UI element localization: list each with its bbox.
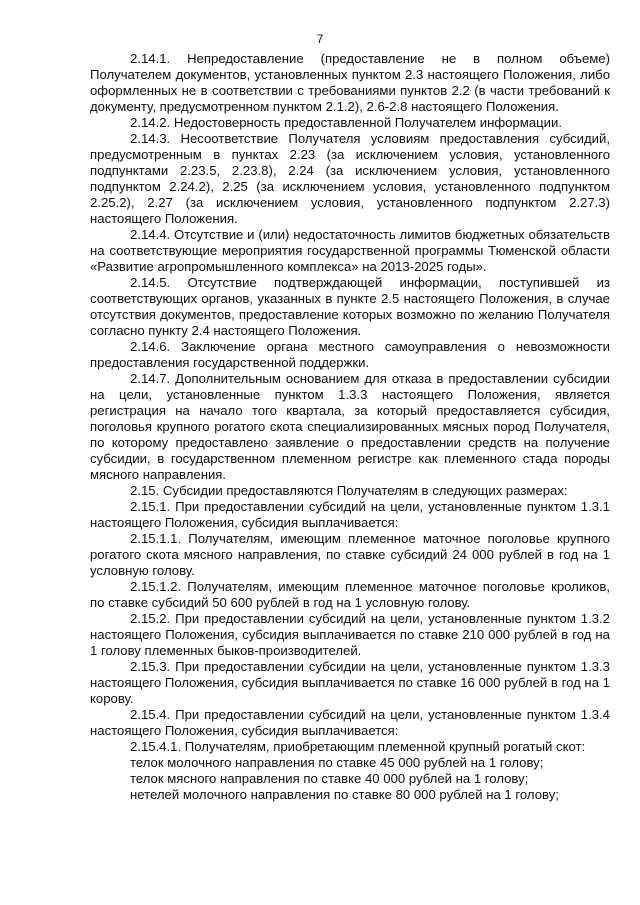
paragraph-2-14-1: 2.14.1. Непредоставление (предоставление не в полном объеме) Получателем документов, установленных пунктом 2.3 настоящего Положения, либо оформленных не в соответствии с требованиями пунктов 2.2 (в части требований к документу, предусмотренном пунктом 2.1.2), 2.6-2.8 настоящего Положения. <box>90 51 610 114</box>
document-body <box>90 51 610 803</box>
paragraph-2-14-3: 2.14.3. Несоответствие Получателя условиям предоставления субсидий, предусмотренным в пунктах 2.23 (за исключением условия, установленного подпунктами 2.23.5, 2.23.8), 2.24 (за исключением условия, установленного подпунктом 2.24.2), 2.25 (за исключением условия, установленного подпунктом 2.25.2), 2.27 (за исключением условия, установленного подпунктом 2.27.3) настоящего Положения. <box>90 131 610 226</box>
list-item-beef-heifers: телок мясного направления по ставке 40 000 рублей на 1 голову; <box>130 771 529 786</box>
list-item-dairy-heifers: телок молочного направления по ставке 45 000 рублей на 1 голову; <box>130 755 544 770</box>
paragraph-2-15-2: 2.15.2. При предоставлении субсидий на цели, установленные пунктом 1.3.2 настоящего Положения, субсидия выплачивается по ставке 210 000 рублей в год на 1 голову племенных быков-производителей. <box>90 611 610 658</box>
paragraph-2-15-4: 2.15.4. При предоставлении субсидий на цели, установленные пунктом 1.3.4 настоящего Положения, субсидия выплачивается: <box>90 707 610 738</box>
paragraph-2-15: 2.15. Субсидии предоставляются Получателям в следующих размерах: <box>130 483 568 498</box>
page-number: 7 <box>316 32 324 46</box>
paragraph-2-14-5: 2.14.5. Отсутствие подтверждающей информации, поступившей из соответствующих органов, указанных в пункте 2.5 настоящего Положения, в случае отсутствия документов, предоставление которых возможно по желанию Получателя согласно пункту 2.4 настоящего Положения. <box>90 275 610 338</box>
paragraph-2-15-1-1: 2.15.1.1. Получателям, имеющим племенное маточное поголовье крупного рогатого скота мясного направления, по ставке субсидий 24 000 рублей в год на 1 условную голову. <box>90 531 610 578</box>
paragraph-2-15-4-1: 2.15.4.1. Получателям, приобретающим племенной крупный рогатый скот: <box>130 739 586 754</box>
paragraph-2-15-1: 2.15.1. При предоставлении субсидий на цели, установленные пунктом 1.3.1 настоящего Положения, субсидия выплачивается: <box>90 499 610 530</box>
paragraph-2-14-6: 2.14.6. Заключение органа местного самоуправления о невозможности предоставления государственной поддержки. <box>90 339 610 370</box>
paragraph-2-15-3: 2.15.3. При предоставлении субсидии на цели, установленные пунктом 1.3.3 настоящего Положения, субсидия выплачивается по ставке 16 000 рублей в год на 1 корову. <box>90 659 610 706</box>
paragraph-2-15-1-2: 2.15.1.2. Получателям, имеющим племенное маточное поголовье кроликов, по ставке субсидий 50 600 рублей в год на 1 условную голову. <box>90 579 610 610</box>
paragraph-2-14-7: 2.14.7. Дополнительным основанием для отказа в предоставлении субсидии на цели, установленные пунктом 1.3.3 настоящего Положения, является регистрация на начало того квартала, за который предоставляется субсидия, поголовья крупного рогатого скота специализированных мясных пород Получателя, по которому предоставлено заявление о предоставлении средств на получение субсидии, в государственном племенном регистре как племенного стада породы мясного направления. <box>90 371 610 482</box>
paragraph-2-14-2: 2.14.2. Недостоверность предоставленной Получателем информации. <box>130 115 563 130</box>
paragraph-2-14-4: 2.14.4. Отсутствие и (или) недостаточность лимитов бюджетных обязательств на соответствующие мероприятия государственной программы Тюменской области «Развитие агропромышленного комплекса» на 2013-2025 годы». <box>90 227 610 274</box>
list-item-dairy-pregnant-heifers: нетелей молочного направления по ставке 80 000 рублей на 1 голову; <box>130 787 559 802</box>
